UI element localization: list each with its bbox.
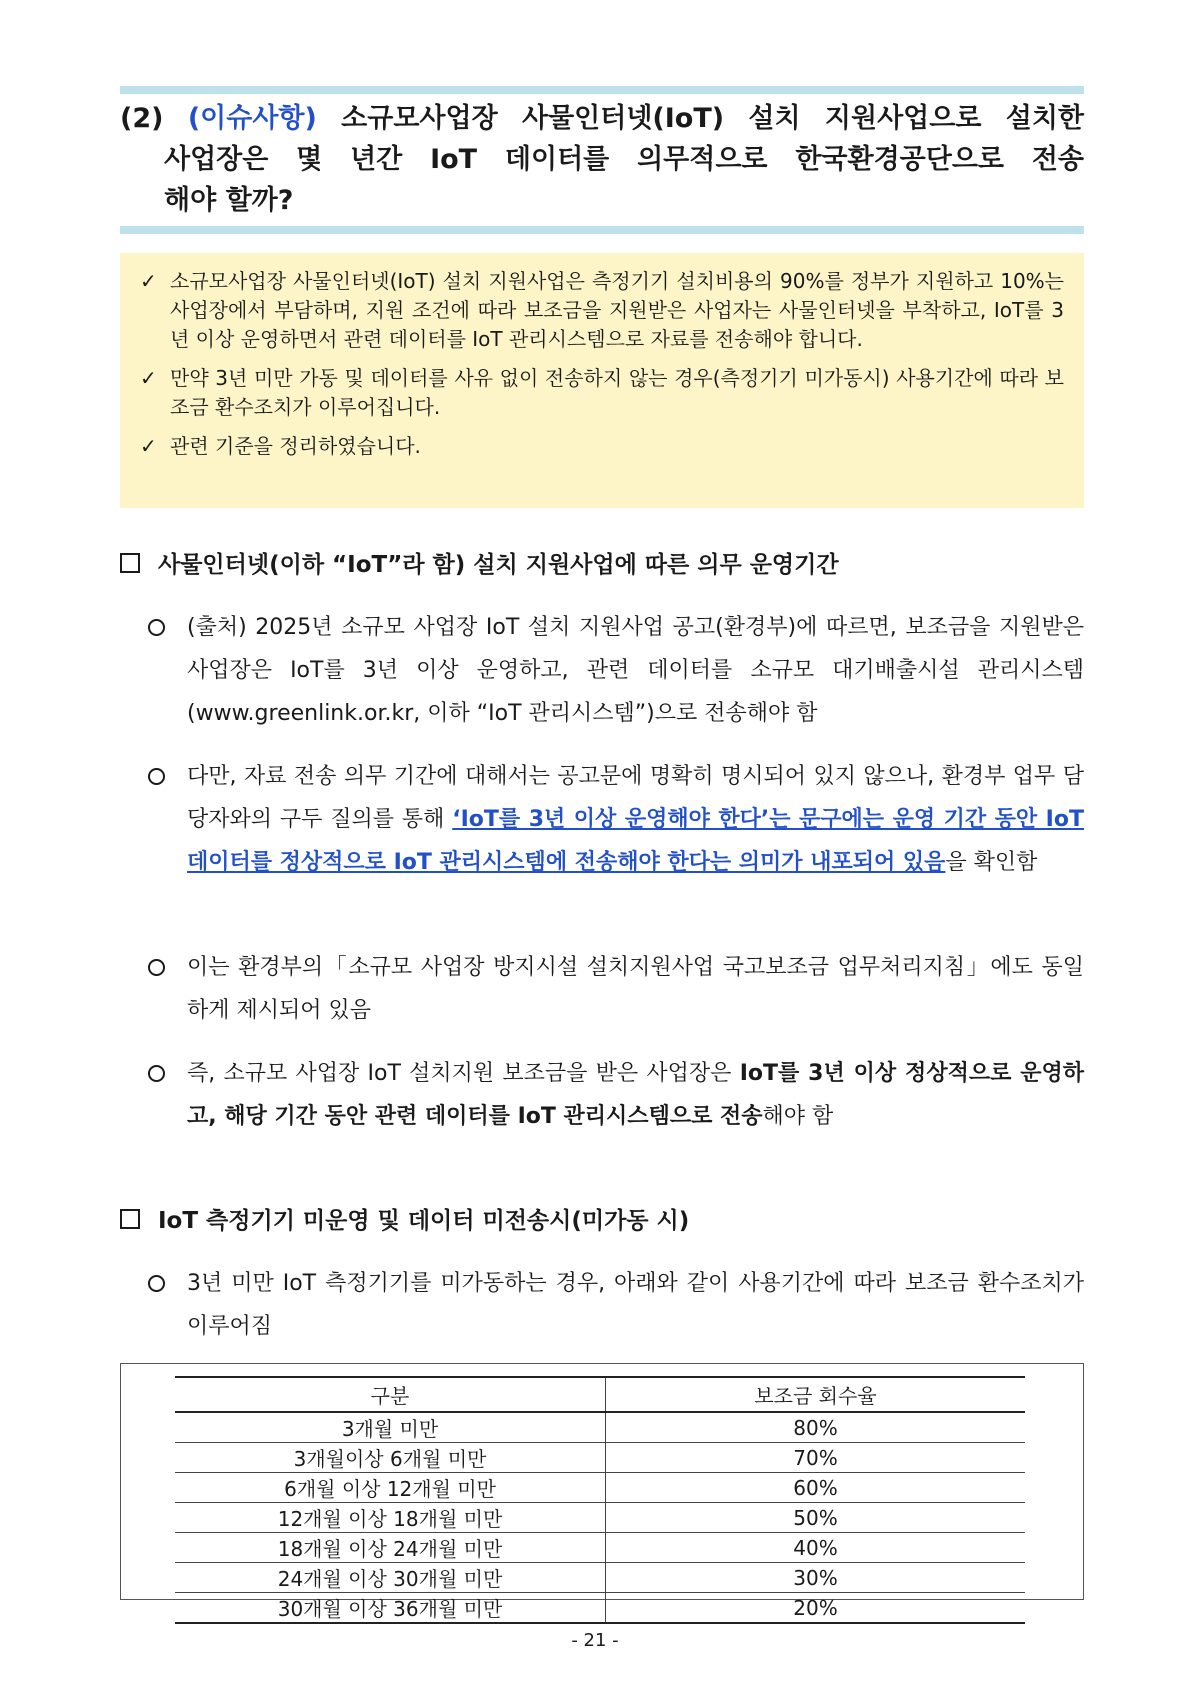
title-line2: 사업장은 몇 년간 IoT 데이터를 의무적으로 한국환경공단으로 전송 [164,144,1084,175]
section2-bullet-1: 3년 미만 IoT 측정기기를 미가동하는 경우, 아래와 같이 사용기간에 따라 보조금 환수조치가 이루어짐 [148,1262,1084,1348]
table-row: 6개월 이상 12개월 미만 60% [175,1473,1025,1503]
section1-bullet-1: (출처) 2025년 소규모 사업장 IoT 설치 지원사업 공고(환경부)에 따르면, 보조금을 지원받은 사업장은 IoT를 3년 이상 운영하고, 관련 데이터를 소규모 대기배출시설 관리시스템(www.greenlink.or.kr, 이하 “IoT 관리시스템”)으로 전송해야 함 [148,606,1084,735]
circle-bullet-icon [148,619,165,636]
bold-text: IoT를 3년 이상 정상적으로 운영하고, 해당 기간 동안 관련 데이터를 IoT 관리시스템으로 전송 [187,1061,1084,1129]
circle-bullet-icon [148,1275,165,1292]
page-title [120,98,1084,221]
circle-bullet-icon [148,959,165,976]
table-row: 24개월 이상 30개월 미만 30% [175,1563,1025,1593]
section1-bullet-2: 다만, 자료 전송 의무 기간에 대해서는 공고문에 명확히 명시되어 있지 않으나, 환경부 업무 담당자와의 구두 질의를 통해 ‘IoT를 3년 이상 운영해야 한다’는 문구에는 운영 기간 동안 IoT 데이터를 정상적으로 IoT 관리시스템에 전송해야 한다는 의미가 내포되어 있음을 확인함 [148,755,1084,884]
check-icon: ✓ [140,269,157,293]
checkbox-square-icon [120,553,140,573]
title-bottom-bar [120,226,1084,234]
circle-bullet-icon [148,768,165,785]
recovery-rate-table [175,1376,1025,1624]
checkbox-square-icon [120,1209,140,1229]
summary-box [120,253,1084,508]
summary-item: ✓ 관련 기준을 정리하였습니다. [134,432,1064,461]
circle-bullet-icon [148,1065,165,1082]
section2-heading: IoT 측정기기 미운영 및 데이터 미전송시(미가동 시) [120,1202,689,1235]
highlight-text: ‘IoT를 3년 이상 운영해야 한다’는 문구에는 운영 기간 동안 IoT 데이터를 정상적으로 IoT 관리시스템에 전송해야 한다는 의미가 내포되어 있음 [187,807,1084,875]
table-header: 구분 [175,1377,606,1412]
table-row: 3개월이상 6개월 미만 70% [175,1443,1025,1473]
recovery-rate-table-box [120,1363,1084,1621]
check-icon: ✓ [140,366,157,390]
summary-item: ✓ 만약 3년 미만 가동 및 데이터를 사유 없이 전송하지 않는 경우(측정기기 미가동시) 사용기간에 따라 보조금 환수조치가 이루어집니다. [140,366,1064,419]
title-number: (2) [120,103,164,134]
table-header: 보조금 회수율 [606,1377,1026,1412]
section1-bullet-4: 즉, 소규모 사업장 IoT 설치지원 보조금을 받은 사업장은 IoT를 3년 이상 정상적으로 운영하고, 해당 기간 동안 관련 데이터를 IoT 관리시스템으로 전송해야 함 [148,1052,1084,1138]
summary-item: ✓ 소규모사업장 사물인터넷(IoT) 설치 지원사업은 측정기기 설치비용의 90%를 정부가 지원하고 10%는 사업장에서 부담하며, 지원 조건에 따라 보조금을 지원받은 사업자는 사물인터넷을 부착하고, IoT를 3년 이상 운영하면서 관련 데이터를 IoT 관리시스템으로 자료를 전송해야 합니다. [140,269,1064,351]
page-number: - 21 - [571,1630,619,1651]
title-line1: 소규모사업장 사물인터넷(IoT) 설치 지원사업으로 설치한 [341,103,1084,134]
title-issue-tag: (이슈사항) [187,103,317,134]
title-line3: 해야 할까? [164,185,294,216]
check-icon: ✓ [140,434,157,458]
title-top-bar [120,86,1084,94]
table-row: 18개월 이상 24개월 미만 40% [175,1533,1025,1563]
table-row: 30개월 이상 36개월 미만 20% [175,1593,1025,1624]
section1-heading: 사물인터넷(이하 “IoT”라 함) 설치 지원사업에 따른 의무 운영기간 [120,546,839,579]
table-row: 3개월 미만 80% [175,1412,1025,1443]
section1-bullet-3: 이는 환경부의「소규모 사업장 방지시설 설치지원사업 국고보조금 업무처리지침」에도 동일하게 제시되어 있음 [148,946,1084,1032]
table-row: 12개월 이상 18개월 미만 50% [175,1503,1025,1533]
